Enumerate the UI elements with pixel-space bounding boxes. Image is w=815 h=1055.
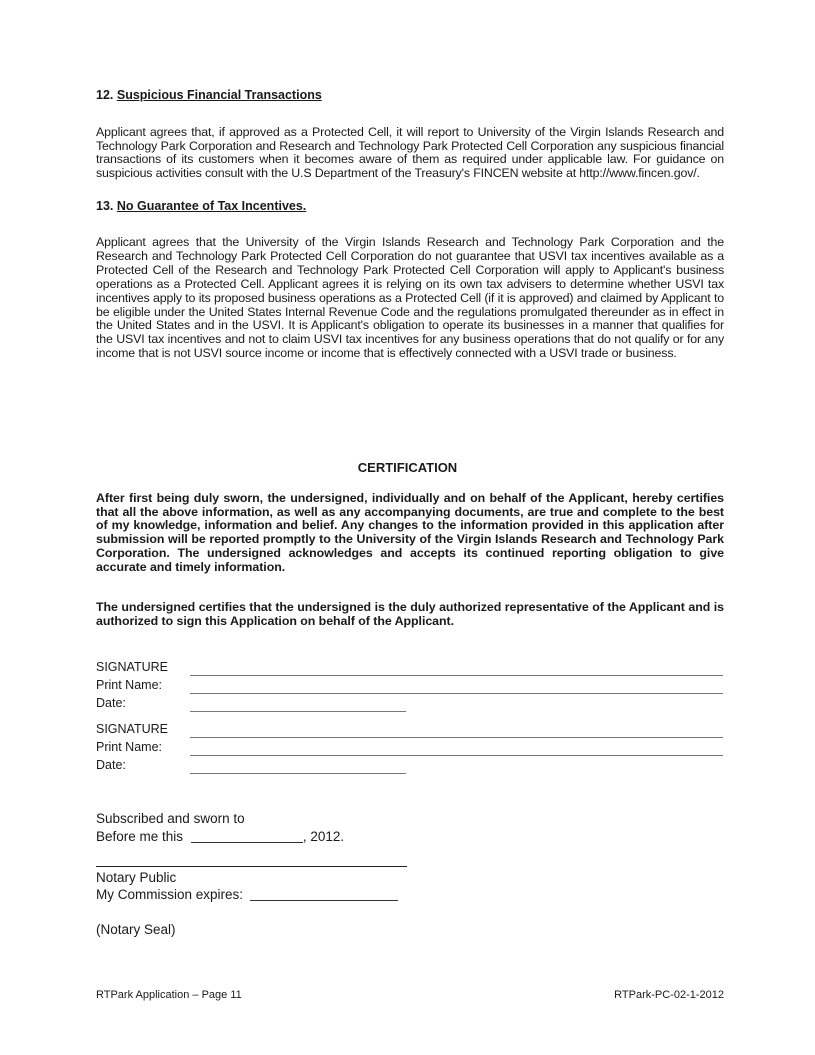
date-line-1[interactable] [190,711,406,712]
section-12-heading [96,88,322,102]
print-name-line-1[interactable] [190,693,723,694]
signature-block-1 [96,658,168,712]
date-line-2[interactable] [190,773,406,774]
signature-label: SIGNATURE [96,660,168,674]
signature-line-1[interactable] [190,675,723,676]
footer-form-code: RTPark-PC-02-1-2012 [614,989,724,1001]
section-title: Suspicious Financial Transactions [116,88,322,102]
before-me-label: Before me this [96,829,184,844]
before-me-row [96,828,344,846]
commission-row [96,886,398,904]
print-name-line-2[interactable] [190,755,723,756]
day-blank[interactable] [191,842,303,843]
signature-block-2 [96,720,168,774]
certification-paragraph-2: The undersigned certifies that the undersigned is the duly authorized representative of the Applicant and is authorized to sign this Application on behalf of the Applicant. [96,600,724,628]
date-label: Date: [96,696,126,710]
section-number: 12. [96,88,114,102]
section-12-body: Applicant agrees that, if approved as a Protected Cell, it will report to University of the Virgin Islands Research and Technology Park Corporation and Research and Technology Park Protected Cell Corporation any suspicious financial transactions of its customers when it becomes aware of them as required under applicable law. For guidance on suspicious activities consult with the U.S Department of the Treasury's FINCEN website at http://www.fincen.gov/. [96,125,724,180]
commission-blank[interactable] [250,900,398,901]
section-13-body: Applicant agrees that the University of the Virgin Islands Research and Technology Park Corporation and the Research and Technology Park Protected Cell Corporation do not guarantee that USVI tax incentives available as a Protected Cell of the Research and Technology Park Protected Cell Corporation will apply to Applicant's business operations as a Protected Cell. Applicant agrees it is relying on its own tax advisers to determine whether USVI tax incentives apply to its proposed business operations as a Protected Cell (if it is approved) and claimed by Applicant to be eligible under the United States Internal Revenue Code and the regulations promulgated thereunder as in effect in the United States and in the USVI. It is Applicant's obligation to operate its businesses in a manner that qualifies for the USVI tax incentives and not to claim USVI tax incentives for any business operations that do not qualify or for any income that is not USVI source income or income that is effectively connected with a USVI trade or business. [96,235,724,361]
signature-line-2[interactable] [190,737,723,738]
print-name-label: Print Name: [96,740,162,754]
subscribed-text: Subscribed and sworn to [96,811,245,826]
year-text: , 2012. [302,829,345,844]
notary-signature-line[interactable] [96,866,407,867]
signature-label: SIGNATURE [96,722,168,736]
commission-label: My Commission expires: [96,887,244,902]
notary-seal-label: (Notary Seal) [96,922,176,937]
date-label: Date: [96,758,126,772]
certification-title: CERTIFICATION [357,460,458,475]
section-number: 13. [96,199,114,213]
section-title: No Guarantee of Tax Incentives. [116,199,307,213]
certification-paragraph-1: After first being duly sworn, the undersigned, individually and on behalf of the Applicant, hereby certifies that all the above information, as well as any accompanying documents, are true and complete to the best of my knowledge, information and belief. Any changes to the information provided in this application after submission will be reported promptly to the University of the Virgin Islands Research and Technology Park Corporation. The undersigned acknowledges and accepts its continued reporting obligation to give accurate and timely information. [96,491,724,574]
section-13-heading [96,199,306,213]
notary-public-label: Notary Public [96,870,177,885]
footer-page-label: RTPark Application – Page 11 [96,989,242,1001]
print-name-label: Print Name: [96,678,162,692]
